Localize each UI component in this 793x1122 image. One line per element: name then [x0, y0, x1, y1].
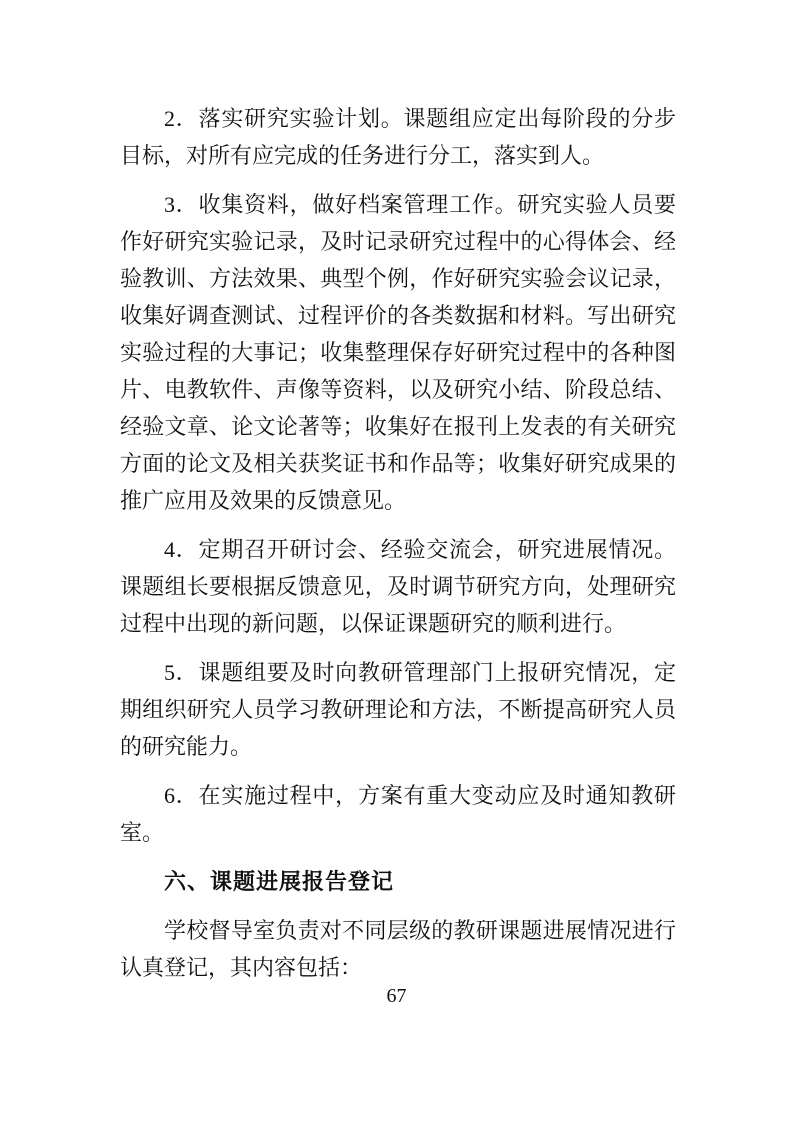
paragraph-item-4: 4．定期召开研讨会、经验交流会，研究进展情况。课题组长要根据反馈意见，及时调节研究方向，处理研究过程中出现的新问题，以保证课题研究的顺利进行。: [120, 537, 676, 636]
paragraph-closing: 学校督导室负责对不同层级的教研课题进展情况进行认真登记，其内容包括：: [120, 918, 676, 980]
paragraph-item-3: 3．收集资料，做好档案管理工作。研究实验人员要作好研究实验记录，及时记录研究过程中的心得体会、经验教训、方法效果、典型个例，作好研究实验会议记录，收集好调查测试、过程评价的各类数据和材料。写出研究实验过程的大事记；收集整理保存好研究过程中的各种图片、电教软件、声像等资料，以及研究小结、阶段总结、经验文章、论文论著等；收集好在报刊上发表的有关研究方面的论文及相关获奖证书和作品等；收集好研究成果的推广应用及效果的反馈意见。: [120, 192, 676, 513]
paragraph-item-2: 2．落实研究实验计划。课题组应定出每阶段的分步目标，对所有应完成的任务进行分工，落实到人。: [120, 106, 676, 168]
section-heading: 六、课题进展报告登记: [164, 869, 395, 894]
page-number: 67: [386, 985, 407, 1007]
document-body: [120, 100, 676, 998]
paragraph-item-5: 5．课题组要及时向教研管理部门上报研究情况，定期组织研究人员学习教研理论和方法，不断提高研究人员的研究能力。: [120, 660, 676, 759]
paragraph-item-6: 6．在实施过程中，方案有重大变动应及时通知教研室。: [120, 783, 676, 845]
